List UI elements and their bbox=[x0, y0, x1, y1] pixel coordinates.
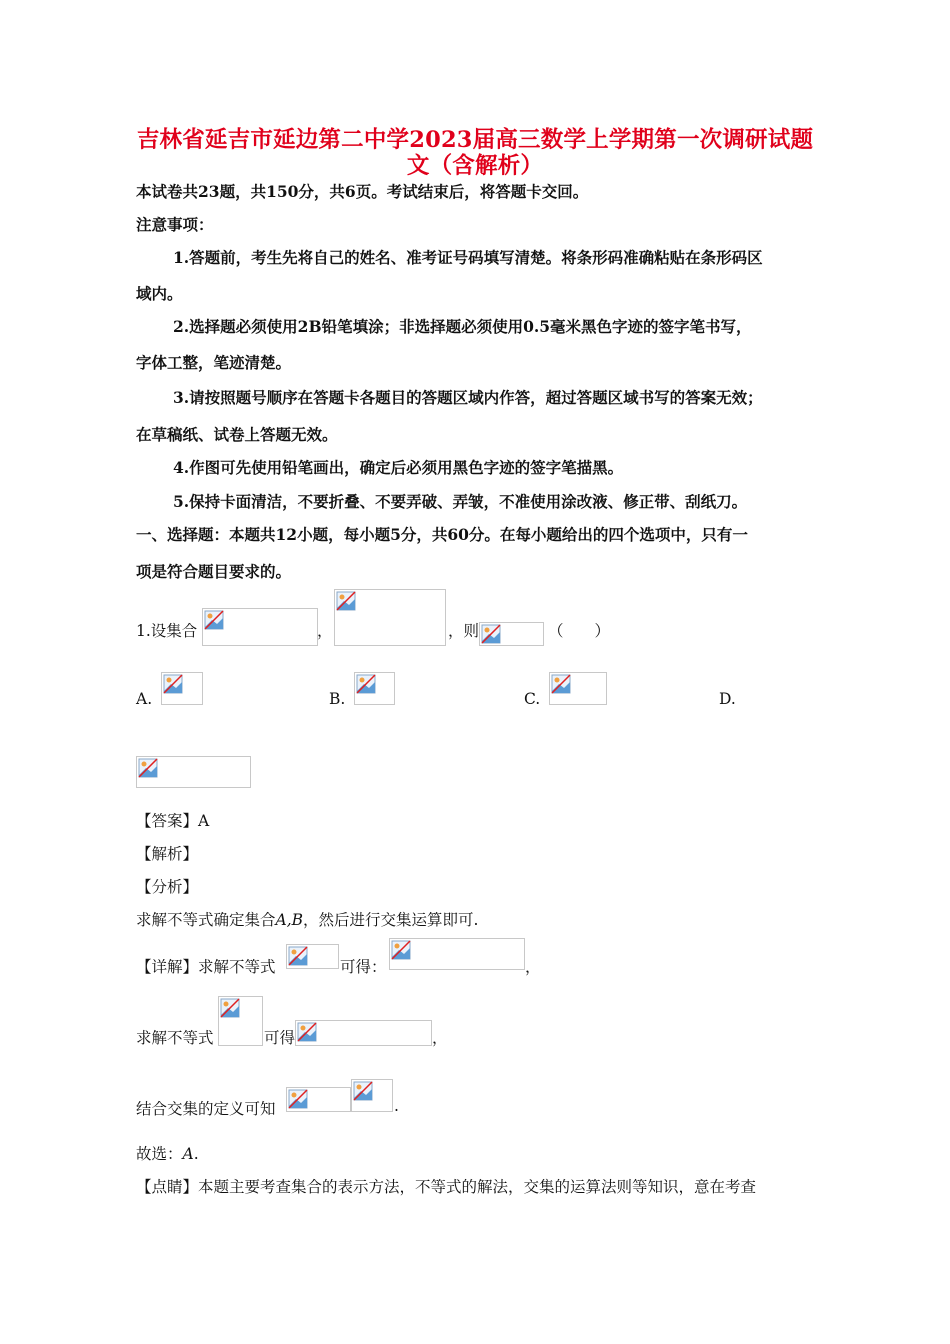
option-c-label: C. bbox=[524, 690, 541, 708]
notice-item-3b: 在草稿纸、试卷上答题无效。 bbox=[136, 425, 338, 444]
detail-label: 【详解】求解不等式 bbox=[136, 958, 276, 976]
notice-item-2b: 字体工整，笔迹清楚。 bbox=[136, 353, 292, 372]
doc-title-line1: 吉林省延吉市延边第二中学2023届高三数学上学期第一次调研试题 bbox=[136, 127, 814, 153]
broken-image-icon bbox=[218, 996, 263, 1046]
intro-text: 本试卷共23题，共150分，共6页。考试结束后，将答题卡交回。 bbox=[136, 182, 589, 201]
option-d-label: D. bbox=[719, 690, 736, 708]
notice-item-5: 5.保持卡面清洁，不要折叠、不要弄破、弄皱，不准使用涂改液、修正带、刮纸刀。 bbox=[173, 492, 748, 511]
solve2-get: 可得 bbox=[264, 1029, 296, 1047]
solve2-comma: ， bbox=[432, 1029, 448, 1047]
notice-item-1b: 域内。 bbox=[136, 284, 183, 303]
q1-then: ，则 bbox=[448, 622, 480, 640]
fenxi-label: 【分析】 bbox=[136, 878, 199, 896]
broken-image-icon bbox=[286, 944, 339, 969]
broken-image-icon bbox=[351, 1079, 393, 1112]
notice-item-1a: 1.答题前，考生先将自己的姓名、准考证号码填写清楚。将条形码准确粘贴在条形码区 bbox=[173, 248, 763, 267]
option-b-label: B. bbox=[329, 690, 346, 708]
section1-line1: 一、选择题：本题共12小题，每小题5分，共60分。在每小题给出的四个选项中，只有一 bbox=[136, 525, 748, 544]
broken-image-icon bbox=[354, 672, 395, 705]
choose-line: 故选：A. bbox=[136, 1145, 199, 1163]
combine-end: . bbox=[394, 1097, 399, 1115]
q1-comma: ， bbox=[317, 622, 333, 640]
broken-image-icon bbox=[161, 672, 203, 705]
solve2-prefix: 求解不等式 bbox=[136, 1029, 214, 1047]
notice-item-4: 4.作图可先使用铅笔画出，确定后必须用黑色字迹的签字笔描黑。 bbox=[173, 458, 624, 477]
broken-image-icon bbox=[389, 938, 525, 970]
q1-paren: （ ） bbox=[548, 622, 611, 640]
option-a-label: A. bbox=[136, 690, 153, 708]
analysis-label: 【解析】 bbox=[136, 845, 199, 863]
notice-item-2a: 2.选择题必须使用2B铅笔填涂；非选择题必须使用0.5毫米黑色字迹的签字笔书写， bbox=[173, 317, 752, 336]
combine-prefix: 结合交集的定义可知 bbox=[136, 1100, 276, 1118]
notice-heading: 注意事项： bbox=[136, 215, 214, 234]
broken-image-icon bbox=[286, 1087, 351, 1112]
broken-image-icon bbox=[136, 756, 251, 788]
detail-get: 可得： bbox=[340, 958, 387, 976]
dianjing-text: 【点睛】本题主要考查集合的表示方法，不等式的解法，交集的运算法则等知识，意在考查 bbox=[136, 1178, 757, 1196]
fenxi-text: 求解不等式确定集合A,B，然后进行交集运算即可. bbox=[136, 911, 479, 929]
detail-comma: ， bbox=[525, 958, 541, 976]
broken-image-icon bbox=[549, 672, 607, 705]
broken-image-icon bbox=[334, 589, 446, 646]
answer-label: 【答案】A bbox=[136, 812, 210, 830]
broken-image-icon bbox=[479, 622, 544, 646]
notice-item-3a: 3.请按照题号顺序在答题卡各题目的答题区域内作答，超过答题区域书写的答案无效； bbox=[173, 388, 763, 407]
q1-prefix: 1.设集合 bbox=[136, 622, 198, 640]
section1-line2: 项是符合题目要求的。 bbox=[136, 562, 292, 581]
broken-image-icon bbox=[295, 1020, 432, 1046]
broken-image-icon bbox=[202, 608, 318, 646]
doc-title-line2: 文（含解析） bbox=[406, 153, 544, 179]
